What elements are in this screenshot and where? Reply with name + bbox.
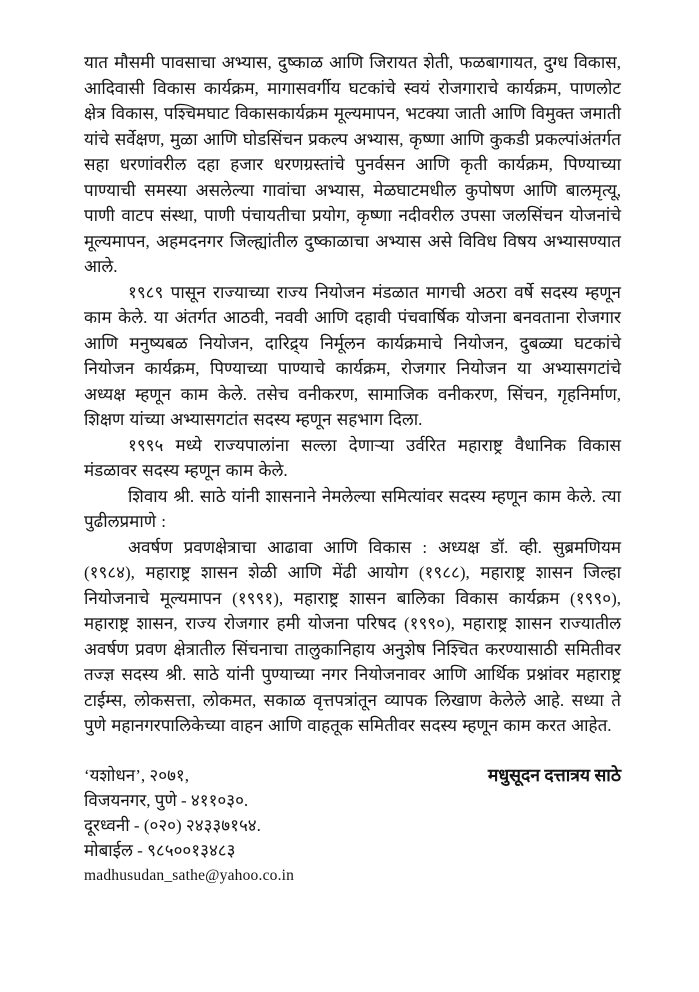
paragraph-committees-list: अवर्षण प्रवणक्षेत्राचा आढावा आणि विकास : अध्यक्ष डॉ. व्ही. सुब्रमणियम (१९८४), महाराष्ट्र शासन शेळी आणि मेंढी आयोग (१९८८), महाराष्ट्र शासन जिल्हा नियोजनाचे मूल्यमापन (१९९१), महाराष्ट्र शासन बालिका विकास कार्यक्रम (१९९०), महाराष्ट्र शासन, राज्य रोजगार हमी योजना परिषद (१९९०), महाराष्ट्र शासन राज्यातील अवर्षण प्रवण क्षेत्रातील सिंचनाचा तालुकानिहाय अनुशेष निश्चित करण्यासाठी समितीवर तज्ज्ञ सदस्य श्री. साठे यांनी पुण्याच्या नगर नियोजनावर आणि आर्थिक प्रश्नांवर महाराष्ट्र टाईम्स, लोकसत्ता, लोकमत, सकाळ वृत्तपत्रांतून व्यापक लिखाण केलेले आहे. सध्या ते पुणे महानगरपालिकेच्या वाहन आणि वाहतूक समितीवर सदस्य म्हणून काम करत आहेत. xyxy=(84,537,621,735)
document-body xyxy=(84,50,621,739)
paragraph-statutory-development-board: १९९५ मध्ये राज्यपालांना सल्ला देणाऱ्या उर्वरित महाराष्ट्र वैधानिक विकास मंडळावर सदस्य म्हणून काम केले. xyxy=(84,435,621,480)
author-name: मधुसूदन दत्तात्रय साठे xyxy=(487,764,621,785)
paragraph-committees-intro: शिवाय श्री. साठे यांनी शासनाने नेमलेल्या समित्यांवर सदस्य म्हणून काम केले. त्या पुढीलप्रमाणे : xyxy=(84,486,621,531)
footer-first-row xyxy=(84,763,621,788)
email-address: madhusudan_sathe@yahoo.co.in xyxy=(84,866,295,884)
mobile-line: मोबाईल - ९८५००१३४८३ xyxy=(84,840,236,860)
contact-footer xyxy=(84,763,621,888)
address-line-2: विजयनगर, पुणे - ४११०३०. xyxy=(84,790,249,810)
phone-line: दूरध्वनी - (०२०) २४३३७१५४. xyxy=(84,815,261,835)
paragraph-state-planning-board: १९८९ पासून राज्याच्या राज्य नियोजन मंडळात मागची अठरा वर्षे सदस्य म्हणून काम केले. या अंतर्गत आठवी, नववी आणि दहावी पंचवार्षिक योजना बनवताना रोजगार आणि मनुष्यबळ नियोजन, दारिद्र्य निर्मूलन कार्यक्रमाचे नियोजन, दुबळ्या घटकांचे नियोजन कार्यक्रम, पिण्याच्या पाण्याचे कार्यक्रम, रोजगार नियोजन या अभ्यासगटांचे अध्यक्ष म्हणून काम केले. तसेच वनीकरण, सामाजिक वनीकरण, सिंचन, गृहनिर्माण, शिक्षण यांच्या अभ्यासगटांत सदस्य म्हणून सहभाग दिला. xyxy=(84,282,621,429)
paragraph-study-topics: यात मौसमी पावसाचा अभ्यास, दुष्काळ आणि जिरायत शेती, फळबागायत, दुग्ध विकास, आदिवासी विकास कार्यक्रम, मागासवर्गीय घटकांचे स्वयं रोजगाराचे कार्यक्रम, पाणलोट क्षेत्र विकास, पश्चिमघाट विकासकार्यक्रम मूल्यमापन, भटक्या जाती आणि विमुक्त जमाती यांचे सर्वेक्षण, मुळा आणि घोडसिंचन प्रकल्प अभ्यास, कृष्णा आणि कुकडी प्रकल्पांअंतर्गत सहा धरणांवरील दहा हजार धरणग्रस्तांचे पुनर्वसन आणि कृती कार्यक्रम, पिण्याच्या पाण्याची समस्या असलेल्या गावांचा अभ्यास, मेळघाटमधील कुपोषण आणि बालमृत्यू, पाणी वाटप संस्था, पाणी पंचायतीचा प्रयोग, कृष्णा नदीवरील उपसा जलसिंचन योजनांचे मूल्यमापन, अहमदनगर जिल्ह्यांतील दुष्काळाचा अभ्यास असे विविध विषय अभ्यासण्यात आले. xyxy=(84,53,621,276)
address-line-1: ‘यशोधन’, २०७१, xyxy=(84,765,190,785)
